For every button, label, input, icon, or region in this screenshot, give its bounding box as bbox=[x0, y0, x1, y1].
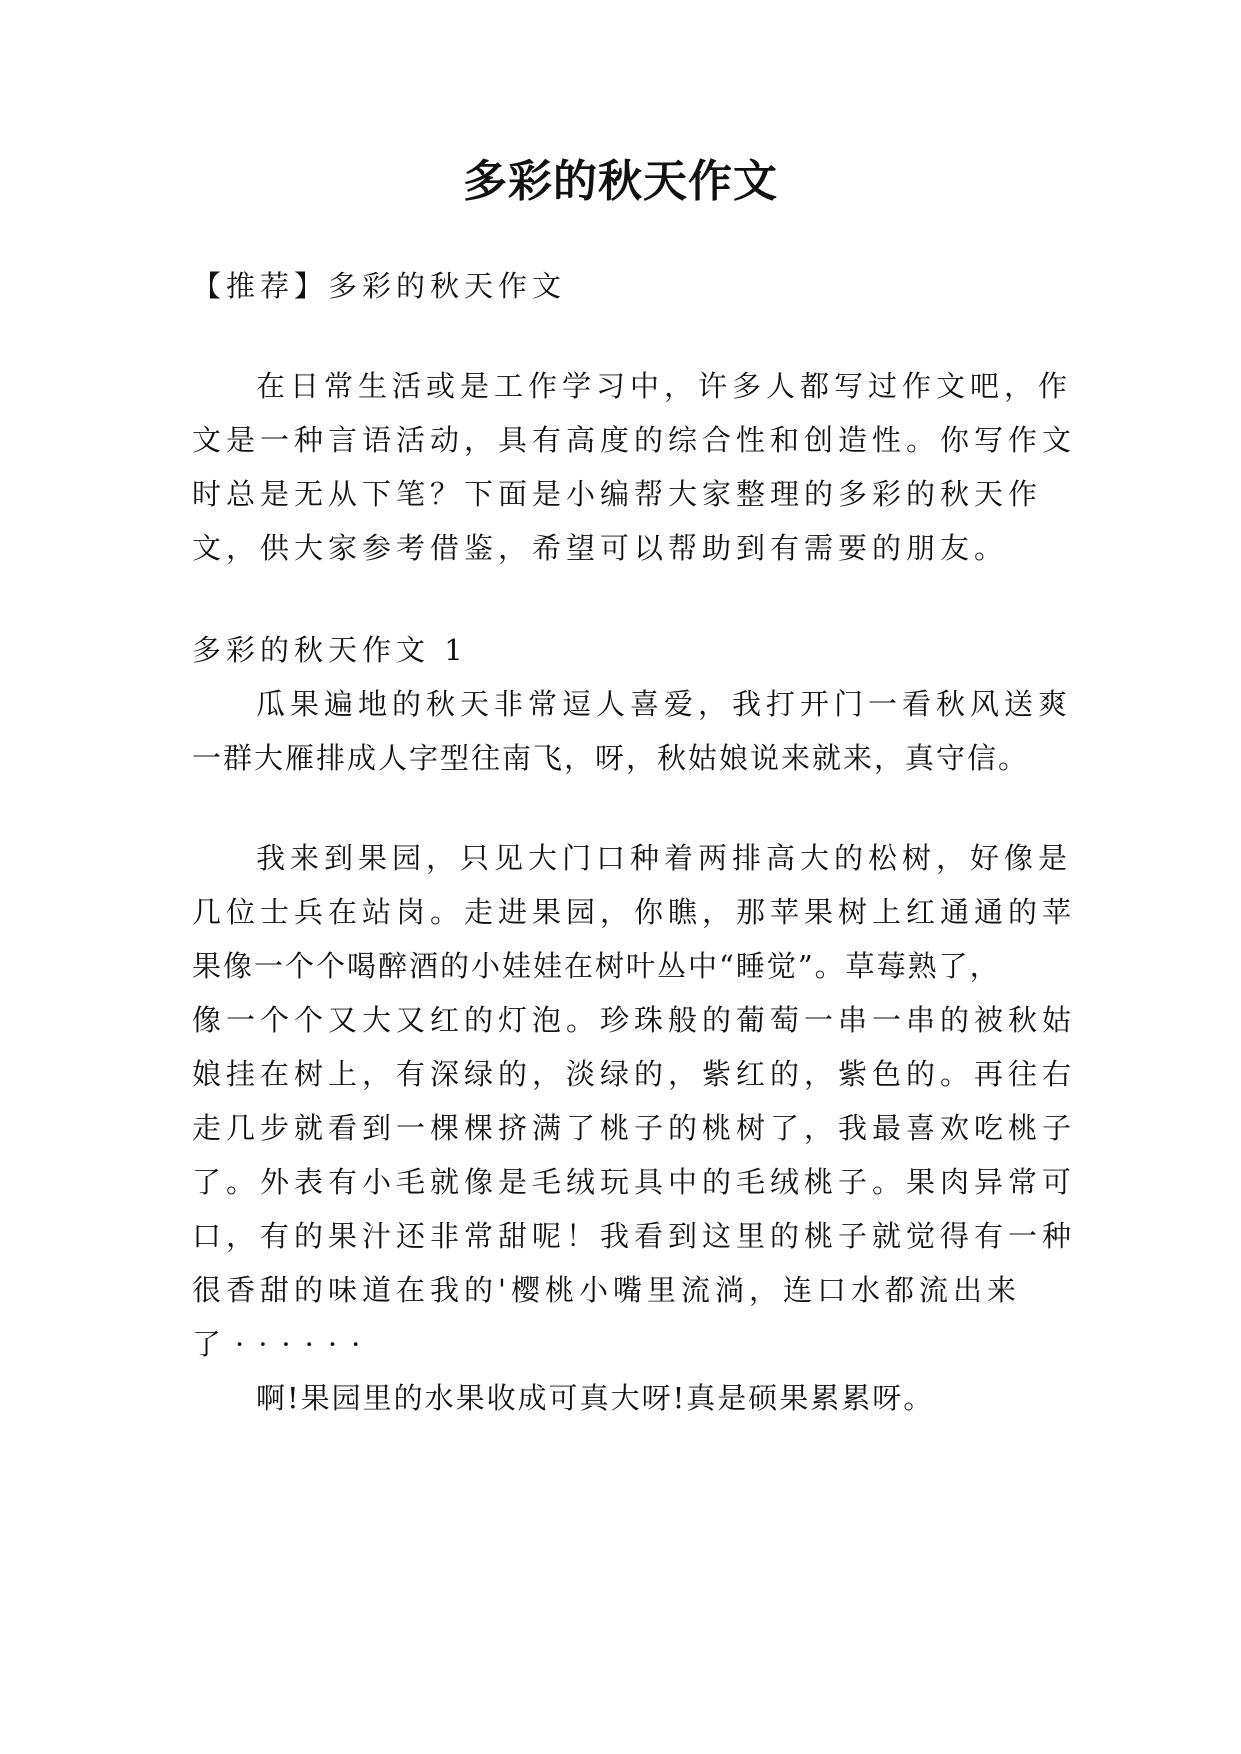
para2-line-5: 娘挂在树上，有深绿的，淡绿的，紫红的，紫色的。再往右 bbox=[192, 1057, 1077, 1091]
intro-line-4: 文，供大家参考借鉴，希望可以帮助到有需要的朋友。 bbox=[192, 531, 1009, 565]
para3-line: 啊!果园里的水果收成可真大呀!真是硕果累累呀。 bbox=[256, 1381, 935, 1415]
essay-heading: 多彩的秋天作文 1 bbox=[192, 633, 468, 667]
para2-line-6: 走几步就看到一棵棵挤满了桃子的桃树了，我最喜欢吃桃子 bbox=[192, 1111, 1077, 1145]
para2-line-3: 果像一个个喝醉酒的小娃娃在树叶丛中“睡觉”。草莓熟了， bbox=[192, 949, 1001, 983]
intro-line-1: 在日常生活或是工作学习中，许多人都写过作文吧，作 bbox=[256, 369, 1073, 403]
para1-line-1: 瓜果遍地的秋天非常逗人喜爱，我打开门一看秋风送爽 bbox=[256, 687, 1073, 721]
para2-line-1: 我来到果园，只见大门口种着两排高大的松树，好像是 bbox=[256, 841, 1073, 875]
intro-line-2: 文是一种言语活动，具有高度的综合性和创造性。你写作文 bbox=[192, 423, 1077, 457]
para2-line-8: 口，有的果汁还非常甜呢！我看到这里的桃子就觉得有一种 bbox=[192, 1219, 1077, 1253]
para2-line-10: 了······ bbox=[192, 1327, 375, 1361]
intro-line-3: 时总是无从下笔？下面是小编帮大家整理的多彩的秋天作 bbox=[192, 477, 1043, 511]
para2-line-4: 像一个个又大又红的灯泡。珍珠般的葡萄一串一串的被秋姑 bbox=[192, 1003, 1077, 1037]
para1-line-2: 一群大雁排成人字型往南飞，呀，秋姑娘说来就来，真守信。 bbox=[192, 741, 1030, 775]
para2-line-2: 几位士兵在站岗。走进果园，你瞧，那苹果树上红通通的苹 bbox=[192, 895, 1077, 929]
document-title: 多彩的秋天作文 bbox=[463, 156, 778, 207]
para2-line-7: 了。外表有小毛就像是毛绒玩具中的毛绒桃子。果肉异常可 bbox=[192, 1165, 1077, 1199]
recommend-line: 【推荐】多彩的秋天作文 bbox=[192, 269, 567, 303]
para2-line-9: 很香甜的味道在我的'樱桃小嘴里流淌，连口水都流出来 bbox=[192, 1273, 1021, 1307]
